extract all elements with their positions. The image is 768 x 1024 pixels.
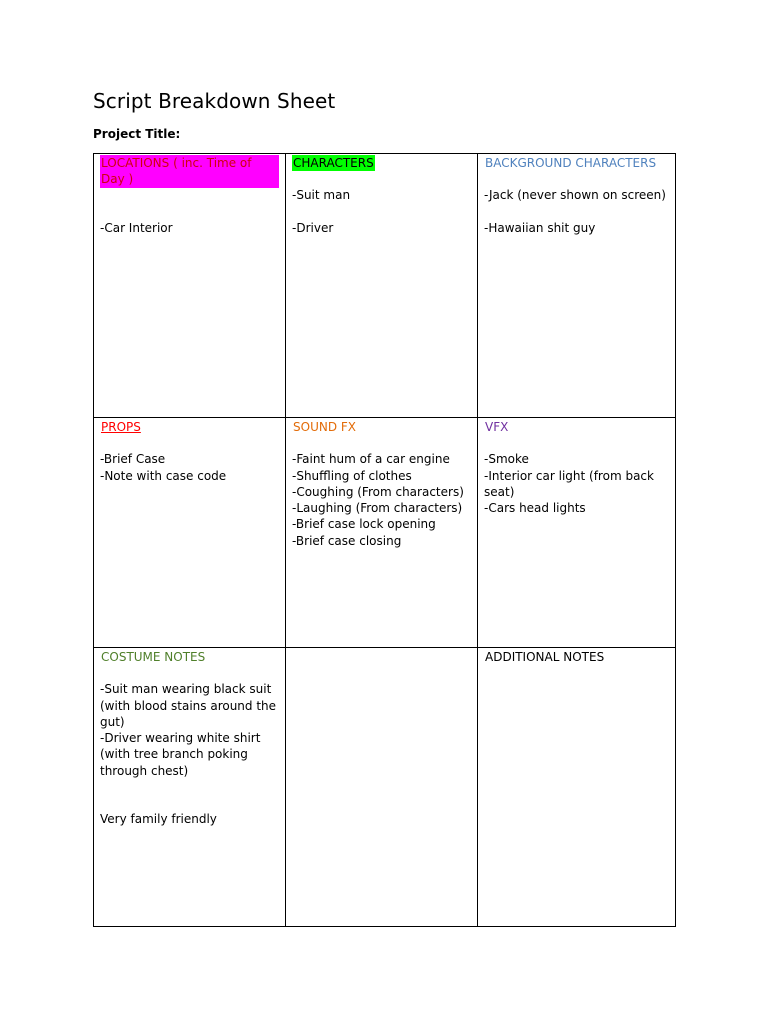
- cell-additional-notes: [478, 648, 676, 927]
- vfx-header: VFX: [485, 420, 509, 434]
- costume-notes-header: COSTUME NOTES: [101, 650, 206, 664]
- list-item: -Brief case lock opening: [292, 517, 436, 532]
- costume-note: Very family friendly: [100, 812, 217, 827]
- list-item: -Driver wearing white shirt (with tree branch poking through chest): [100, 731, 261, 778]
- cell-vfx: [478, 418, 676, 648]
- list-item: -Laughing (From characters): [292, 501, 463, 516]
- cell-locations: [94, 154, 286, 418]
- background-characters-header: BACKGROUND CHARACTERS: [485, 156, 657, 170]
- list-item: -Faint hum of a car engine: [292, 452, 450, 467]
- page-title: Script Breakdown Sheet: [93, 89, 336, 113]
- locations-list: [100, 220, 279, 236]
- list-item: -Suit man: [292, 188, 351, 203]
- additional-notes-header: ADDITIONAL NOTES: [485, 650, 605, 664]
- list-item: -Interior car light (from back seat): [484, 468, 654, 499]
- props-list: [100, 451, 279, 484]
- list-item: -Brief case closing: [292, 533, 402, 548]
- characters-list: [292, 187, 471, 236]
- table-row: [94, 418, 676, 648]
- list-item: -Smoke: [484, 452, 529, 467]
- background-characters-list: [484, 187, 669, 236]
- list-item: -Jack (never shown on screen): [484, 188, 666, 203]
- list-item: -Coughing (From characters): [292, 484, 464, 499]
- cell-costume-notes: [94, 648, 286, 927]
- table-row: [94, 648, 676, 927]
- list-item: -Hawaiian shit guy: [484, 220, 596, 235]
- props-header: PROPS: [101, 420, 141, 434]
- cell-background-characters: [478, 154, 676, 418]
- list-item: -Shuffling of clothes: [292, 468, 412, 483]
- characters-header: CHARACTERS: [293, 156, 374, 170]
- list-item: -Note with case code: [100, 468, 227, 483]
- table-row: [94, 154, 676, 418]
- cell-props: [94, 418, 286, 648]
- vfx-list: [484, 451, 669, 516]
- sound-fx-header: SOUND FX: [293, 420, 356, 434]
- breakdown-table: [93, 153, 676, 927]
- list-item: -Driver: [292, 220, 334, 235]
- locations-header: LOCATIONS ( inc. Time of Day ): [100, 155, 279, 188]
- list-item: -Suit man wearing black suit (with blood stains around the gut): [100, 682, 277, 729]
- list-item: -Car Interior: [100, 220, 173, 235]
- list-item: -Cars head lights: [484, 501, 586, 516]
- costume-notes-list: [100, 681, 279, 779]
- list-item: -Brief Case: [100, 452, 166, 467]
- cell-empty: [286, 648, 478, 927]
- cell-sound-fx: [286, 418, 478, 648]
- cell-characters: [286, 154, 478, 418]
- project-title-label: Project Title:: [93, 127, 181, 141]
- sound-fx-list: [292, 451, 471, 549]
